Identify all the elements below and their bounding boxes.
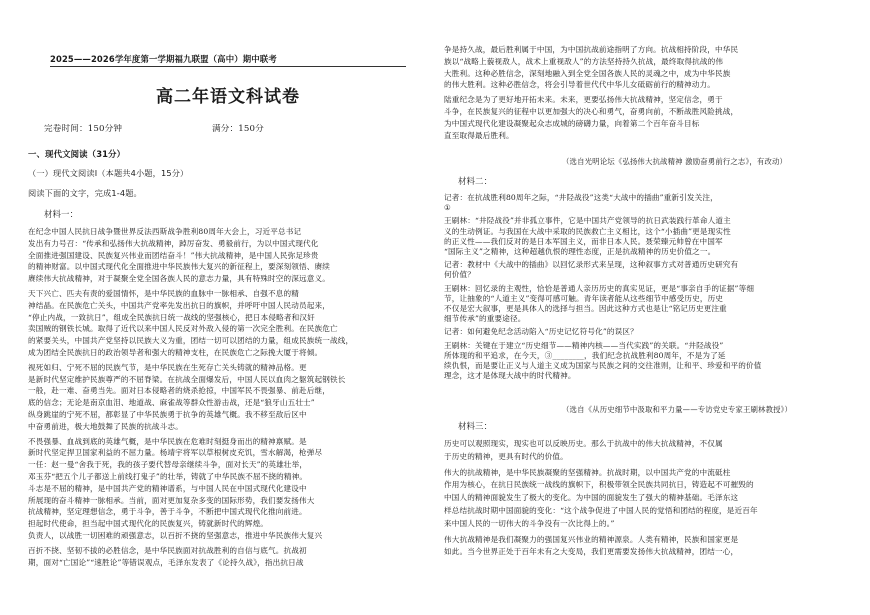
text-line: 不仅是宏大叙事，更是具体人的选择与担当。因此这种方式也是让“铭记历史更注重 <box>444 304 727 313</box>
text-line: 抗战精神，坚定理想信念，勇于斗争，善于斗争，不断把中国式现代化推向前进。 <box>28 507 307 517</box>
text-line: 担起时代使命，担当起中国式现代化的民族复兴，铸就新时代的辉煌。 <box>28 519 269 529</box>
text-line: 直至取得最后胜利。 <box>444 130 514 140</box>
text-line: 发出有力号召：“传承和弘扬伟大抗战精神，踔厉奋发、勇毅前行，为以中国式现代化 <box>28 238 319 248</box>
text-line: “国际主义”之精神，这种超越仇恨的理性态度，正是抗战精神的历史价值之一。 <box>444 247 716 256</box>
text-line: 天下兴亡、匹夫有责的爱国情怀，是中华民族的血脉中一脉相承、自强不息的精 <box>28 289 300 298</box>
text-line: 在纪念中国人民抗日战争暨世界反法西斯战争胜利80周年大会上，习近平总书记 <box>28 227 302 236</box>
reading-instruction: 阅读下面的文字，完成1-4题。 <box>28 188 142 198</box>
text-line: 王刷林：关键在于建立“历史细节——精神内核——当代实践”的关联。“井陉战役” <box>444 340 724 350</box>
text-line: 中国人的精神面貌发生了极大的变化。为中国的面貌发生了强大的精神基础。毛泽东这 <box>444 493 739 503</box>
text-line: ① <box>444 203 451 213</box>
text-line: 底的信念；无论是南京血泪、地道战、麻雀战等群众性游击战，还是“狼牙山五壮士” <box>28 398 315 408</box>
text-line: 视死如归、宁死不屈的民族气节，是中华民族在生死存亡关头铸就的精神品格。更 <box>28 362 307 372</box>
source-citation-two: （选自《从历史细节中汲取和平力量——专访党史专家王刷林教授》） <box>562 405 793 414</box>
text-line: 神结晶。在民族危亡关头，中国共产党率先发出抗日的旗帜，并呼吁中国人民动员起来， <box>28 300 331 310</box>
text-line: 是新时代坚定维护民族尊严的不屈脊梁。在抗战全面爆发后，中国人民以血肉之躯筑起钢铁长 <box>28 374 346 384</box>
text-line: 王刷林：回忆录的主观性，恰恰是普通人亲历历史的真实见证，更是“事亲自手的证据”等细 <box>444 283 755 293</box>
text-line: 所展现的奋斗精神一脉相承。当前，面对更加复杂多变的国际形势，我们要发扬伟大 <box>28 495 315 505</box>
material-three-label: 材料三： <box>458 421 493 431</box>
text-line: 王刷林：“井陉战役”并非孤立事件，它是中国共产党领导的抗日武装践行革命人道主 <box>444 216 731 226</box>
text-line: 作用为核心，在抗日民族统一战线的旗帜下，积极带领全民族共同抗日，铸造起不可摧毁的 <box>444 480 754 490</box>
text-line: 邓玉芬“把五个儿子都送上前线打鬼子”的壮举，铸就了中华民族不屈不挠的精神。 <box>28 472 308 481</box>
text-line: 负责人，以战胜一切困难的顽强意志，以百折不挠的坚强意志，推进中华民族伟大复兴 <box>28 531 323 540</box>
material-two-label: 材料二： <box>458 176 493 186</box>
text-line: 不畏强暴、血战到底的英雄气概，是中华民族在危难时刻挺身而出的精神禀赋。是 <box>28 436 307 446</box>
text-line: “停止内战，一致抗日”，组成全民族抗日统一战线的坚强核心，把日本侵略者和汉奸 <box>28 312 315 322</box>
text-line: 赓续伟大抗战精神，对于凝聚全党全国各族人民的意志力量，具有特殊时空的深远意义。 <box>28 274 331 284</box>
exam-duration: 完卷时间：150分钟 <box>44 124 123 134</box>
text-line: 百折不挠、坚韧不拔的必胜信念，是中华民族面对抗战胜利的自信与底气。抗战初 <box>28 545 307 555</box>
exam-score: 满分：150分 <box>212 124 264 134</box>
text-line: 伟大的抗战精神，是中华民族凝聚的坚强精神。抗战时期，以中国共产党的中流砥柱 <box>444 467 731 477</box>
text-line: 细节传承”的重要途径。 <box>444 314 526 324</box>
subsection-heading: （一）现代文阅读Ⅰ（本题共4小题，15分） <box>28 168 189 178</box>
text-line: 大胜利。这种必胜信念，深刻地融入到全党全国各族人民的灵魂之中，成为中华民族 <box>444 68 731 78</box>
text-line: 于历史的精神，更具有时代的价值。 <box>444 451 568 461</box>
text-line: 记者：在抗战胜利80周年之际，“井陉战役”这类“大战中的插曲”重新引发关注， <box>444 193 718 202</box>
text-line: 斗争，在民族复兴的征程中以更加强大的决心和勇气，奋勇向前，不断战胜风险挑战， <box>444 107 739 116</box>
text-line: 记者：教材中《大战中的插曲》以回忆录形式来呈现，这种叙事方式对普通历史研究有 <box>444 260 739 270</box>
section-heading: 一、现代文阅读（31分） <box>28 149 126 159</box>
text-line: 记者：如何避免纪念活动陷入“历史记忆符号化”的误区？ <box>444 327 638 337</box>
text-line: 一般，赴一难、奋勇当先。面对日本侵略者的烧杀抢掠，中国军民不畏强暴、前赴后继， <box>28 386 331 396</box>
text-line: 族以“战略上藐视敌人，战术上重视敌人”的方法坚持持久抗战，最终取得抗战的伟 <box>444 56 724 66</box>
text-line: 纵身跳崖的宁死不屈，都彰显了中华民族勇于抗争的英雄气概。我不移至敌后区中 <box>28 410 307 419</box>
text-line: 历史可以观照现实，现实也可以反映历史。那么于抗战中的伟大抗战精神，不仅属 <box>444 439 723 448</box>
text-line: 何价值？ <box>444 270 475 280</box>
text-line: 节，让抽象的“人道主义”变得可感可触。青年读者能从这些细节中感受历史，历史 <box>444 293 724 303</box>
text-line: 新时代坚定捍卫国家利益的不屈力量。杨靖宇将军以草根树皮充饥，雪水解渴，枪弹尽 <box>28 448 323 458</box>
text-line: 续仇恨，而是要让正义与人道主义成为国家与民族之间的交往准则，让和平、珍爱和平的价值 <box>444 361 762 370</box>
text-line: 伟大抗战精神是我们凝聚力的强国复兴伟业的精神源泉。人类有精神，民族和国家更是 <box>444 534 739 544</box>
text-line: 争是持久战，最后胜利属于中国，为中国抗战前途指明了方向。抗战相持阶段，中华民 <box>444 45 739 54</box>
text-line: 的伟大胜利。这种必胜信念，将会引导着世代代中华儿女砥砺前行的精神动力。 <box>444 80 716 90</box>
text-line: 样总结抗战时期中国面貌的变化：“这个战争促进了中国人民的觉悟和团结的程度，是近百年 <box>444 506 758 515</box>
text-line: 期，面对“亡国论”“速胜论”等错误观点，毛泽东发表了《论持久战》，指出抗日战 <box>28 557 304 567</box>
exam-title: 2025——2026学年度第一学期福九联盟（高中）期中联考 <box>50 54 277 64</box>
text-line: 的精神财富。以中国式现代化全面推进中华民族伟大复兴的新征程上，要深刻领悟、赓续 <box>28 262 331 272</box>
text-line: 来中国人民的一切伟大的斗争没有一次比得上的。” <box>444 518 615 528</box>
text-line: 为中国式现代化建设凝聚起众志成城的磅礴力量，向着第二个百年奋斗目标 <box>444 118 700 128</box>
paper-title: 高二年语文科试卷 <box>156 87 300 107</box>
exam-title-underline <box>50 66 406 67</box>
text-line: 斗志是不屈的精神，是中国共产党的精神谱系，与中国人民在中国式现代化建设中 <box>28 483 307 493</box>
text-line: 如此。当今世界正处于百年未有之大变局，我们更需要发扬伟大抗战精神，团结一心， <box>444 547 739 557</box>
text-line: 所体现的和平追求，在今天，③________，我们纪念抗战胜利80周年，不是为了延 <box>444 350 726 360</box>
text-line: 全面推进强国建设、民族复兴伟业而团结奋斗！”伟大抗战精神，是中国人民弥足珍贵 <box>28 250 319 260</box>
text-line: 义的生动例证。与我国在大战中采取的民族救亡主义相比，这个“小插曲”更是现实性 <box>444 226 731 236</box>
text-line: 陆重纪念是为了更好地开拓未来。未来，更要弘扬伟大抗战精神，坚定信念，勇于 <box>444 95 723 105</box>
text-line: 的紧要关头，中国共产党坚持以民族大义为重，团结一切可以团结的力量，组成民族统一战线， <box>28 336 354 346</box>
text-line: 理念，这才是体现大战中的时代精神。 <box>444 371 576 381</box>
material-one-label: 材料一： <box>44 209 79 219</box>
text-line: 的正义性——我们反对的是日本军国主义，而非日本人民。聂荣臻元帅曾在中国军 <box>444 236 723 246</box>
text-line: 卖国贼的钢铁长城。取得了近代以来中国人民反对外敌入侵的第一次完全胜利。在民族危亡 <box>28 324 338 334</box>
text-line: 一任：赵一曼“舍我于死，我的孩子要代替母亲继续斗争，面对长天”的英雄壮举， <box>28 460 308 470</box>
text-line: 中奋勇前进，极大地鼓舞了民族的抗战斗志。 <box>28 421 183 431</box>
source-citation-one: （选自光明论坛《弘扬伟大抗战精神 激励奋勇前行之志》，有改动） <box>562 157 788 166</box>
text-line: 成为团结全民族抗日的政治领导者和强大的精神支柱，在民族危亡之际挽大厦于将倾。 <box>28 348 323 357</box>
